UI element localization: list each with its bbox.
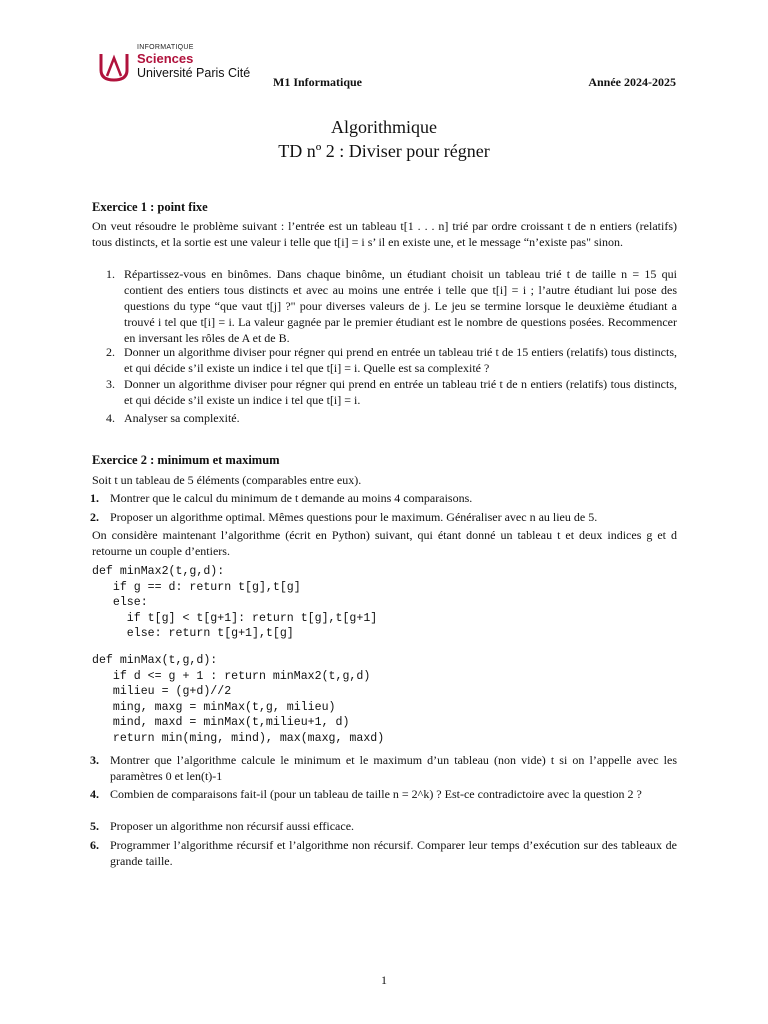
document-title: Algorithmique <box>331 117 437 137</box>
exercise-1-item <box>106 376 677 408</box>
item-number: 2. <box>106 345 115 359</box>
item-text: Combien de comparaisons fait-il (pour un tableau de taille n = 2^k) ? Est-ce contradictoire avec la question 2 ? <box>110 787 642 801</box>
item-text: Répartissez-vous en binômes. Dans chaque binôme, un étudiant choisit un tableau trié t de taille n = 15 qui contient des entiers tous distincts et avec au moins une entrée i telle que t[i] = i ; l’autre étudiant lui pose des questions du type “que vaut t[j] ?" pour diverses valeurs de j. Le jeu se termine lorsque le deuxième étudiant a trouvé i tel que t[i] = i. La valeur gagnée par le premier étudiant est le nombre de questions posées. Recommencer en inversant les rôles de A et de B. <box>124 267 677 345</box>
logo-sciences-text: Sciences <box>137 51 194 66</box>
item-number: 2. <box>90 510 99 524</box>
exercise-1-title: Exercice 1 : point fixe <box>92 200 208 214</box>
course-name: M1 Informatique <box>273 75 362 89</box>
item-number: 1. <box>106 267 115 281</box>
exercise-2-item <box>90 786 677 802</box>
academic-year: Année 2024-2025 <box>588 75 676 89</box>
document-subtitle: TD nº 2 : Diviser pour régner <box>278 141 490 161</box>
exercise-2-title: Exercice 2 : minimum et maximum <box>92 453 280 467</box>
exercise-1-intro: On veut résoudre le problème suivant : l’entrée est un tableau t[1 . . . n] trié par ordre croissant t de n entiers (relatifs) tous distincts, et la sortie est une valeur i telle que t[i] = i s’ il en existe une, et le message “n’existe pas" sinon. <box>92 219 677 249</box>
code-block-minmax: def minMax(t,g,d): if d <= g + 1 : return minMax2(t,g,d) milieu = (g+d)//2 ming, maxg = minMax(t,g, milieu) mind, maxd = minMax(t,milieu+1, d) return min(ming, mind), max(maxg, maxd) <box>92 654 385 745</box>
item-text: Donner un algorithme diviser pour régner qui prend en entrée un tableau trié t de 15 entiers (relatifs) tous distincts, et qui décide s’il existe un indice i tel que t[i] = i. Quelle est sa complexité ? <box>124 345 677 375</box>
exercise-2-intro: Soit t un tableau de 5 éléments (comparables entre eux). <box>92 473 362 487</box>
exercise-1-item <box>106 344 677 376</box>
item-number: 6. <box>90 838 99 852</box>
item-text: Donner un algorithme diviser pour régner qui prend en entrée un tableau trié t de n entiers (relatifs) tous distincts, et qui décide s’il existe un indice i tel que t[i] = i. <box>124 377 677 407</box>
page-number: 1 <box>381 973 387 987</box>
item-text: Montrer que l’algorithme calcule le minimum et le maximum d’un tableau (non vide) t si on l’appelle avec les paramètres 0 et len(t)-1 <box>110 753 677 783</box>
logo-informatique-text: INFORMATIQUE <box>137 44 194 51</box>
exercise-1-item <box>106 410 677 426</box>
exercise-2-item <box>90 509 677 525</box>
item-number: 3. <box>90 753 99 767</box>
exercise-2-item <box>90 752 677 784</box>
exercise-2-item <box>90 818 677 834</box>
item-number: 5. <box>90 819 99 833</box>
item-text: Proposer un algorithme optimal. Mêmes questions pour le maximum. Généraliser avec n au lieu de 5. <box>110 510 598 524</box>
exercise-2-item <box>90 490 677 506</box>
code-block-minmax2: def minMax2(t,g,d): if g == d: return t[g],t[g] else: if t[g] < t[g+1]: return t[g],t[g+1] else: return t[g+1],t[g] <box>92 565 378 640</box>
exercise-2-item <box>90 837 677 869</box>
item-number: 4. <box>106 411 115 425</box>
university-logo-icon <box>98 52 130 82</box>
logo-university-text: Université Paris Cité <box>137 66 251 80</box>
item-number: 4. <box>90 787 99 801</box>
item-text: Proposer un algorithme non récursif aussi efficace. <box>110 819 355 833</box>
item-text: Montrer que le calcul du minimum de t demande au moins 4 comparaisons. <box>110 491 473 505</box>
exercise-2-middle-text: On considère maintenant l’algorithme (écrit en Python) suivant, qui étant donné un tableau t et deux indices g et d retourne un couple d’entiers. <box>92 528 677 558</box>
item-text: Programmer l’algorithme récursif et l’algorithme non récursif. Comparer leur temps d’exécution sur des tableaux de grande taille. <box>110 838 677 868</box>
item-text: Analyser sa complexité. <box>124 411 240 425</box>
item-number: 3. <box>106 377 115 391</box>
exercise-1-item <box>106 266 677 346</box>
item-number: 1. <box>90 491 99 505</box>
